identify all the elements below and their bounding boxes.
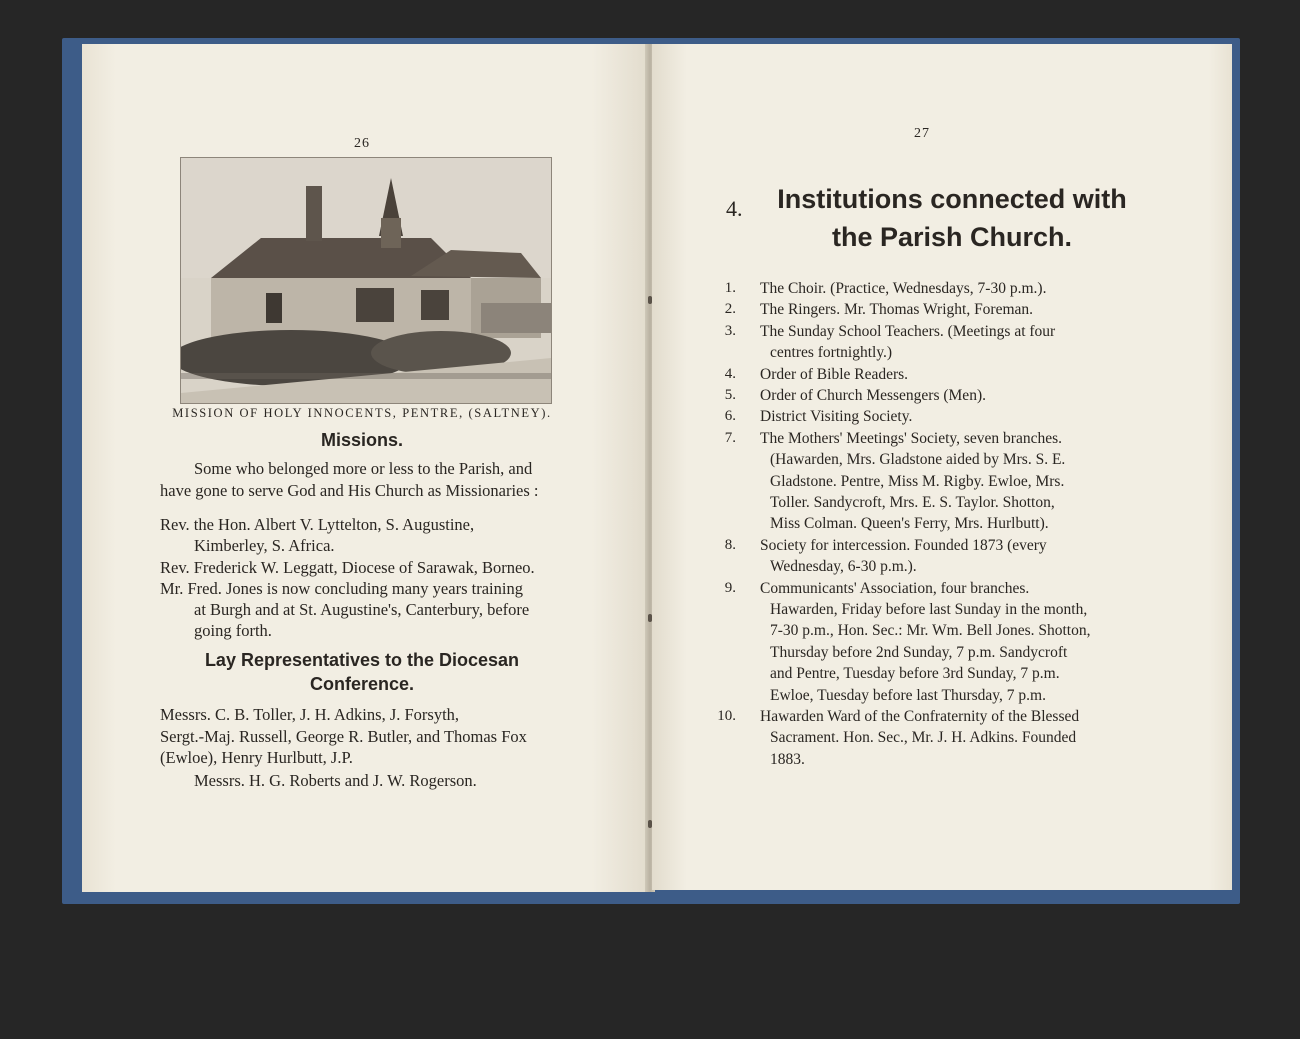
lay-heading: Conference. — [309, 674, 415, 694]
item-line: Communicants' Association, four branches. — [760, 579, 1030, 597]
left-page — [82, 44, 648, 892]
photo-caption: MISSION OF HOLY INNOCENTS, PENTRE, (SALTNEY). — [172, 406, 552, 420]
page-number: 27 — [914, 126, 930, 141]
item-line: Ewloe, Tuesday before last Thursday, 7 p.m. — [770, 686, 1046, 704]
item-line: District Visiting Society. — [760, 408, 913, 426]
missions-heading: Missions. — [320, 430, 404, 450]
missionary-line: Rev. Frederick W. Leggatt, Diocese of Sarawak, Borneo. — [160, 558, 535, 577]
item-line: Wednesday, 6-30 p.m.). — [770, 558, 917, 576]
item-line: and Pentre, Tuesday before 3rd Sunday, 7 p.m. — [770, 665, 1060, 683]
item-number: 3. — [724, 322, 736, 339]
item-line: The Sunday School Teachers. (Meetings at four — [760, 322, 1056, 340]
item-line: Sacrament. Hon. Sec., Mr. J. H. Adkins. Founded — [770, 729, 1077, 747]
item-line: centres fortnightly.) — [770, 344, 893, 362]
missionary-line: Kimberley, S. Africa. — [194, 536, 335, 555]
missions-intro-line: Some who belonged more or less to the Parish, and — [194, 459, 533, 478]
item-line: The Choir. (Practice, Wednesdays, 7-30 p.m.). — [760, 280, 1047, 297]
item-line: Order of Church Messengers (Men). — [760, 387, 986, 404]
item-line: Hawarden, Friday before last Sunday in the month, — [770, 601, 1088, 618]
lay-line: Sergt.-Maj. Russell, George R. Butler, and Thomas Fox — [160, 727, 527, 746]
page-number: 26 — [354, 136, 370, 151]
item-line: Order of Bible Readers. — [760, 365, 909, 383]
section-number: 4. — [726, 196, 743, 221]
item-line: (Hawarden, Mrs. Gladstone aided by Mrs. S. E. — [770, 451, 1066, 469]
item-number: 4. — [724, 365, 736, 382]
lay-line: (Ewloe), Henry Hurlbutt, J.P. — [160, 748, 353, 767]
item-line: Society for intercession. Founded 1873 (every — [760, 536, 1047, 554]
missionary-line: at Burgh and at St. Augustine's, Canterbury, before — [194, 600, 530, 619]
item-number: 10. — [717, 708, 736, 724]
missionary-line: going forth. — [194, 621, 272, 640]
item-number: 7. — [724, 429, 736, 446]
section-title: Institutions connected with — [777, 184, 1127, 214]
item-line: Hawarden Ward of the Confraternity of the Blessed — [760, 708, 1080, 725]
item-line: Toller. Sandycroft, Mrs. E. S. Taylor. Shotton, — [770, 494, 1055, 511]
missions-intro-line: have gone to serve God and His Church as Missionaries : — [160, 481, 539, 500]
section-title: the Parish Church. — [831, 222, 1073, 252]
item-number: 1. — [724, 280, 736, 296]
item-number: 5. — [724, 387, 736, 403]
item-number: 9. — [724, 579, 736, 596]
mission-photo — [180, 157, 552, 404]
item-line: 1883. — [770, 750, 805, 768]
missionary-line: Rev. the Hon. Albert V. Lyttelton, S. Augustine, — [160, 515, 475, 534]
item-line: Miss Colman. Queen's Ferry, Mrs. Hurlbutt). — [770, 515, 1049, 533]
item-line: The Mothers' Meetings' Society, seven branches. — [760, 429, 1063, 447]
lay-line: Messrs. H. G. Roberts and J. W. Rogerson. — [194, 771, 477, 790]
item-line: Thursday before 2nd Sunday, 7 p.m. Sandycroft — [770, 643, 1068, 661]
right-page — [652, 44, 1232, 890]
item-line: 7-30 p.m., Hon. Sec.: Mr. Wm. Bell Jones. Shotton, — [770, 622, 1091, 640]
item-line: The Ringers. Mr. Thomas Wright, Foreman. — [760, 301, 1034, 319]
item-number: 8. — [724, 536, 736, 553]
item-number: 6. — [724, 408, 736, 425]
missionary-line: Mr. Fred. Jones is now concluding many years training — [160, 579, 523, 598]
item-line: Gladstone. Pentre, Miss M. Rigby. Ewloe, Mrs. — [770, 472, 1065, 490]
lay-line: Messrs. C. B. Toller, J. H. Adkins, J. Forsyth, — [160, 705, 460, 724]
item-number: 2. — [724, 301, 736, 318]
lay-heading: Lay Representatives to the Diocesan — [204, 650, 520, 670]
